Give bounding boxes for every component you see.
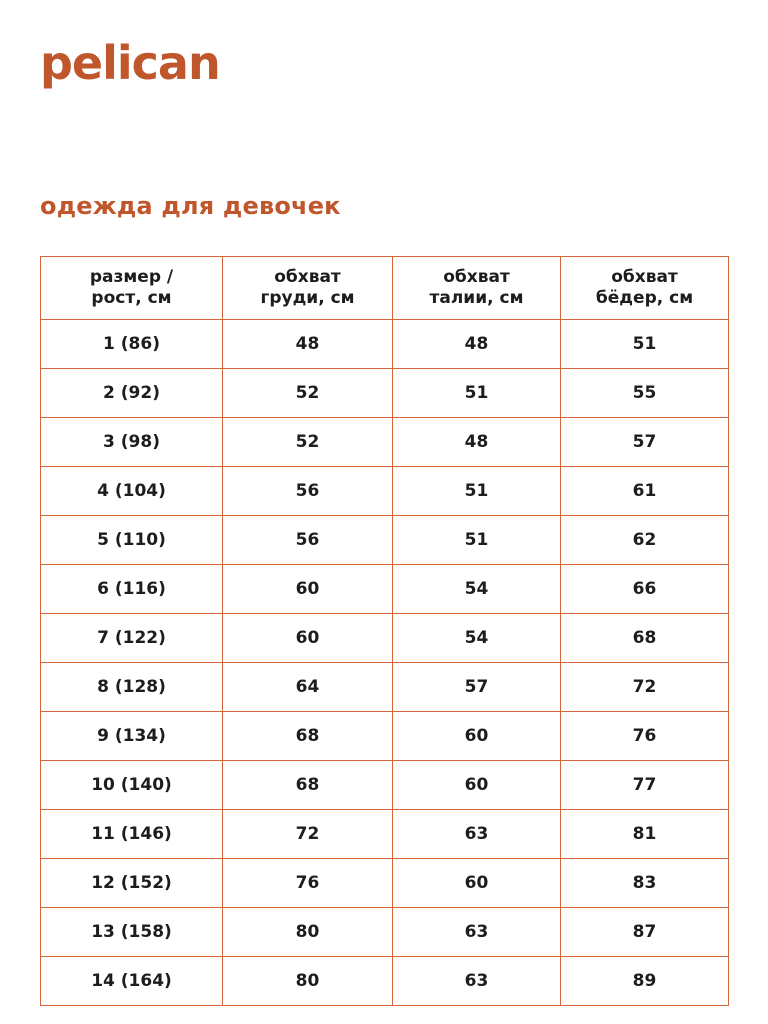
- table-row: [41, 712, 729, 761]
- cell-chest: 68: [223, 761, 393, 810]
- cell-size: 12 (152): [41, 859, 223, 908]
- table-row: [41, 614, 729, 663]
- cell-chest: 48: [223, 320, 393, 369]
- size-table-container: [40, 256, 728, 1006]
- column-header-hips-line1: обхват: [611, 266, 678, 287]
- cell-waist: 60: [393, 761, 561, 810]
- cell-chest: 56: [223, 467, 393, 516]
- cell-hips: 76: [561, 712, 729, 761]
- cell-chest: 52: [223, 369, 393, 418]
- cell-waist: 60: [393, 712, 561, 761]
- size-table: [40, 256, 729, 1006]
- cell-size: 7 (122): [41, 614, 223, 663]
- cell-size: 14 (164): [41, 957, 223, 1006]
- cell-chest: 52: [223, 418, 393, 467]
- column-header-hips-line2: бёдер, см: [595, 288, 694, 308]
- cell-waist: 51: [393, 369, 561, 418]
- cell-size: 6 (116): [41, 565, 223, 614]
- cell-size: 1 (86): [41, 320, 223, 369]
- cell-chest: 60: [223, 614, 393, 663]
- cell-hips: 68: [561, 614, 729, 663]
- cell-chest: 80: [223, 957, 393, 1006]
- table-row: [41, 810, 729, 859]
- cell-hips: 62: [561, 516, 729, 565]
- cell-chest: 60: [223, 565, 393, 614]
- column-header-size: [41, 257, 223, 320]
- cell-size: 8 (128): [41, 663, 223, 712]
- cell-hips: 55: [561, 369, 729, 418]
- table-row: [41, 418, 729, 467]
- column-header-size-line1: размер /: [89, 266, 174, 287]
- cell-hips: 81: [561, 810, 729, 859]
- column-header-waist-line1: обхват: [443, 266, 510, 287]
- cell-size: 9 (134): [41, 712, 223, 761]
- cell-size: 11 (146): [41, 810, 223, 859]
- table-row: [41, 957, 729, 1006]
- cell-waist: 48: [393, 418, 561, 467]
- cell-size: 2 (92): [41, 369, 223, 418]
- table-row: [41, 369, 729, 418]
- cell-hips: 66: [561, 565, 729, 614]
- cell-size: 5 (110): [41, 516, 223, 565]
- cell-chest: 64: [223, 663, 393, 712]
- column-header-hips: [561, 257, 729, 320]
- cell-waist: 54: [393, 565, 561, 614]
- size-table-body: [41, 320, 729, 1006]
- table-header-row: [41, 257, 729, 320]
- cell-hips: 51: [561, 320, 729, 369]
- cell-hips: 61: [561, 467, 729, 516]
- column-header-chest-line1: обхват: [274, 266, 341, 287]
- cell-hips: 83: [561, 859, 729, 908]
- table-row: [41, 516, 729, 565]
- column-header-chest: [223, 257, 393, 320]
- cell-hips: 57: [561, 418, 729, 467]
- cell-chest: 56: [223, 516, 393, 565]
- column-header-size-line2: рост, см: [91, 288, 172, 308]
- table-row: [41, 320, 729, 369]
- cell-waist: 63: [393, 957, 561, 1006]
- size-table-head: [41, 257, 729, 320]
- cell-chest: 76: [223, 859, 393, 908]
- column-header-chest-line2: груди, см: [260, 288, 355, 308]
- column-header-waist: [393, 257, 561, 320]
- cell-waist: 48: [393, 320, 561, 369]
- table-row: [41, 663, 729, 712]
- cell-waist: 63: [393, 908, 561, 957]
- table-row: [41, 467, 729, 516]
- cell-hips: 89: [561, 957, 729, 1006]
- cell-waist: 51: [393, 516, 561, 565]
- cell-size: 10 (140): [41, 761, 223, 810]
- table-row: [41, 908, 729, 957]
- cell-waist: 51: [393, 467, 561, 516]
- column-header-waist-line2: талии, см: [429, 288, 524, 308]
- cell-chest: 68: [223, 712, 393, 761]
- cell-waist: 57: [393, 663, 561, 712]
- cell-size: 13 (158): [41, 908, 223, 957]
- cell-chest: 72: [223, 810, 393, 859]
- cell-chest: 80: [223, 908, 393, 957]
- table-row: [41, 761, 729, 810]
- cell-waist: 60: [393, 859, 561, 908]
- cell-waist: 54: [393, 614, 561, 663]
- cell-size: 4 (104): [41, 467, 223, 516]
- cell-size: 3 (98): [41, 418, 223, 467]
- page-title: одежда для девочек: [40, 192, 341, 220]
- pelican-logo: pelican: [40, 36, 220, 90]
- table-row: [41, 565, 729, 614]
- table-row: [41, 859, 729, 908]
- cell-hips: 72: [561, 663, 729, 712]
- cell-hips: 87: [561, 908, 729, 957]
- cell-hips: 77: [561, 761, 729, 810]
- cell-waist: 63: [393, 810, 561, 859]
